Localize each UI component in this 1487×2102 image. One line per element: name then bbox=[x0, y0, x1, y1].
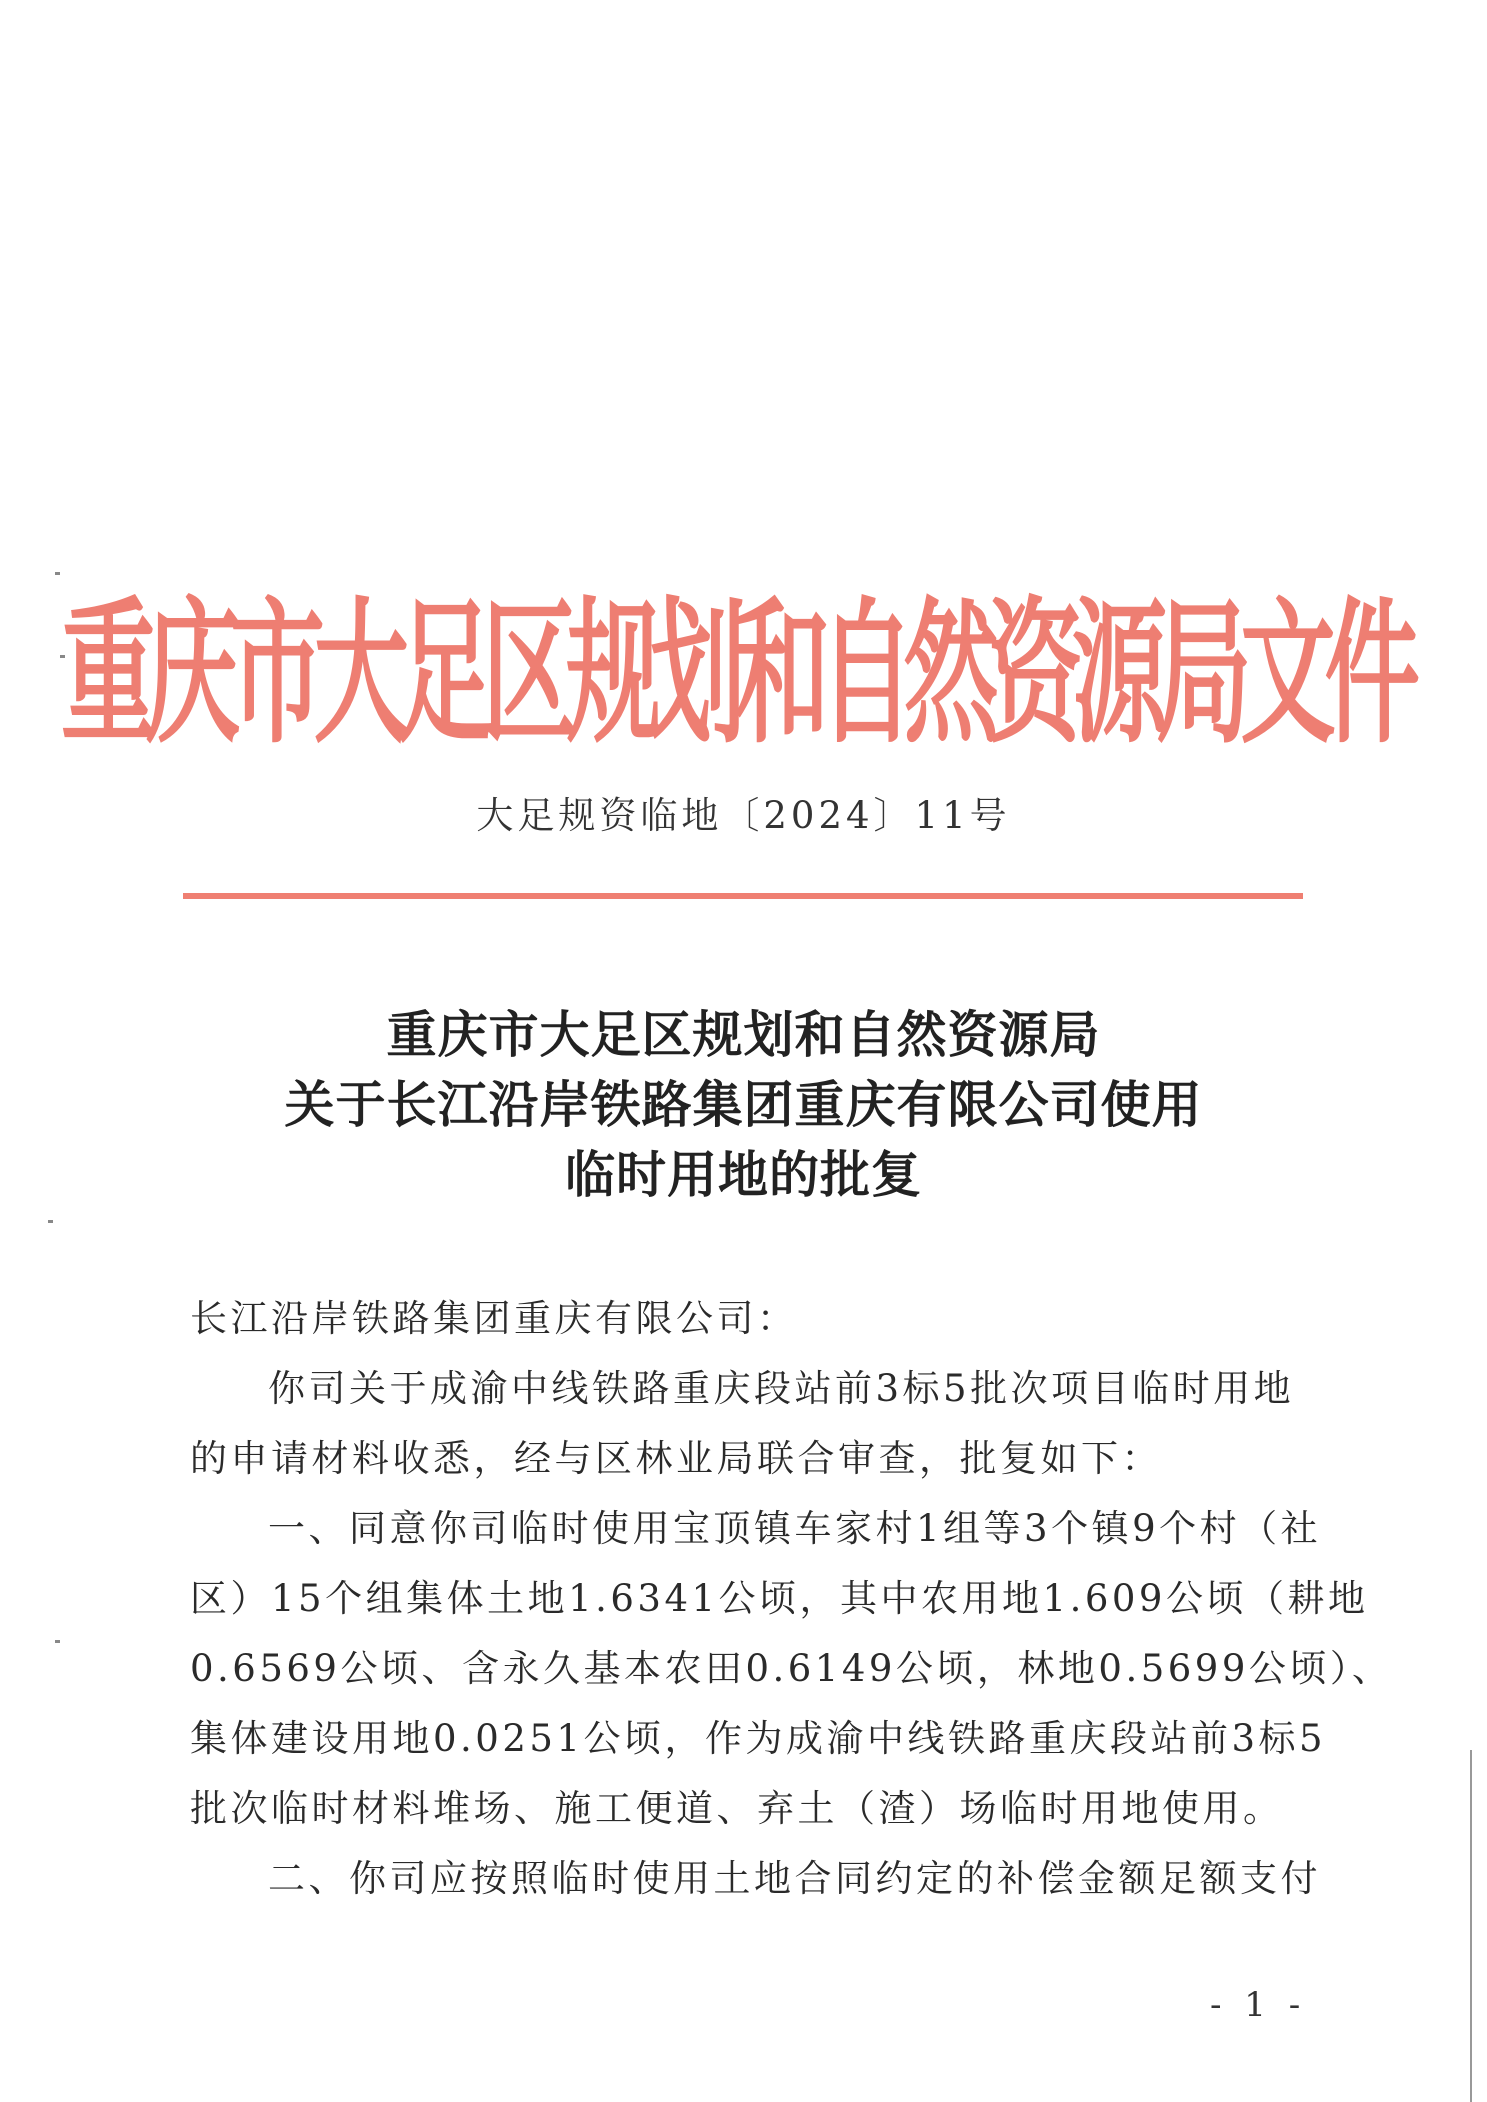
title-line-1: 重庆市大足区规划和自然资源局 bbox=[386, 1006, 1101, 1064]
masthead-banner bbox=[61, 575, 1409, 765]
body-line: 一、同意你司临时使用宝顶镇车家村1组等3个镇9个村（社 bbox=[268, 1507, 1322, 1550]
masthead-text: 重庆市大足区规划和自然资源局文件 bbox=[61, 582, 1409, 765]
salutation: 长江沿岸铁路集团重庆有限公司： bbox=[190, 1297, 798, 1340]
body-line: 0.6569公顷、含永久基本农田0.6149公顷，林地0.5699公顷）、 bbox=[190, 1647, 1393, 1690]
title-line-3: 临时用地的批复 bbox=[565, 1146, 922, 1204]
scan-speck bbox=[55, 1640, 60, 1643]
red-divider-line bbox=[183, 893, 1303, 899]
body-line: 你司关于成渝中线铁路重庆段站前3标5批次项目临时用地 bbox=[268, 1367, 1295, 1410]
scan-edge-line bbox=[1470, 1750, 1472, 2102]
body-line: 二、你司应按照临时使用土地合同约定的补偿金额足额支付 bbox=[268, 1857, 1321, 1900]
body-line: 批次临时材料堆场、施工便道、弃土（渣）场临时用地使用。 bbox=[190, 1787, 1284, 1830]
title-line-2: 关于长江沿岸铁路集团重庆有限公司使用 bbox=[284, 1076, 1203, 1134]
scan-speck bbox=[48, 1220, 53, 1223]
page-number: - 1 - bbox=[1210, 1985, 1307, 2025]
body-line: 的申请材料收悉，经与区林业局联合审查，批复如下： bbox=[190, 1437, 1162, 1480]
body-line: 区）15个组集体土地1.6341公顷，其中农用地1.609公顷（耕地 bbox=[190, 1577, 1369, 1620]
body-line: 集体建设用地0.0251公顷，作为成渝中线铁路重庆段站前3标5 bbox=[190, 1717, 1327, 1760]
document-number: 大足规资临地〔2024〕11号 bbox=[476, 794, 1011, 837]
scan-speck bbox=[55, 572, 60, 575]
